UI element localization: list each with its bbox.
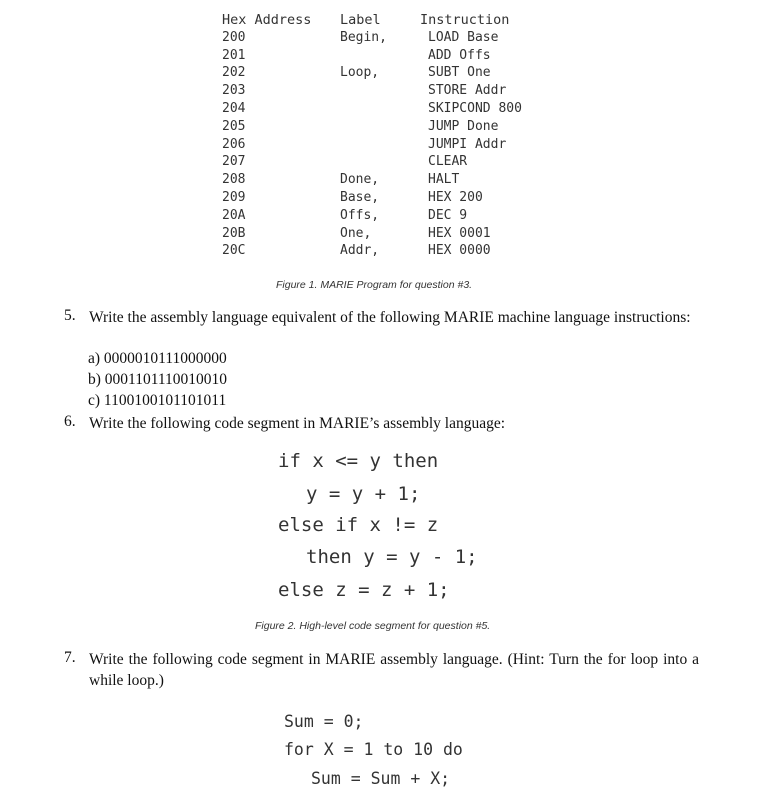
- cell-address: 20A: [222, 207, 246, 223]
- cell-label: Done,: [340, 172, 380, 188]
- table-row: [222, 83, 552, 101]
- cell-instruction: LOAD Base: [428, 29, 499, 45]
- cell-address: 203: [222, 83, 246, 99]
- question-5-text: Write the assembly language equivalent of the following MARIE machine language instructions:: [89, 309, 691, 326]
- table-row: [222, 154, 552, 172]
- table-row: [222, 137, 552, 155]
- table-row: [222, 65, 552, 83]
- code-line: y = y + 1;: [306, 483, 421, 505]
- table-row: [222, 172, 552, 190]
- cell-label: Begin,: [340, 29, 387, 45]
- cell-instruction: JUMP Done: [428, 118, 499, 134]
- code-line: Sum = 0;: [284, 712, 364, 731]
- question-6-text: Write the following code segment in MARIE’s assembly language:: [89, 415, 506, 432]
- cell-address: 208: [222, 172, 246, 188]
- cell-address: 200: [222, 29, 246, 45]
- cell-label: Base,: [340, 189, 380, 205]
- code-line: if x <= y then: [278, 450, 439, 472]
- marie-program-table: [222, 12, 552, 261]
- cell-label: Offs,: [340, 207, 380, 223]
- code-line: for X = 1 to 10 do: [284, 740, 463, 759]
- cell-label: One,: [340, 225, 372, 241]
- table-row: [222, 243, 552, 261]
- question-7-number: 7.: [64, 649, 76, 666]
- cell-instruction: STORE Addr: [428, 83, 507, 99]
- table-row: [222, 119, 552, 137]
- cell-address: 207: [222, 154, 246, 170]
- program-table-header: [222, 12, 552, 30]
- question-5-item-c: c) 1100100101101011: [88, 392, 227, 409]
- cell-instruction: SKIPCOND 800: [428, 100, 522, 116]
- cell-address: 206: [222, 136, 246, 152]
- figure-2-caption: Figure 2. High-level code segment for question #5.: [255, 620, 491, 632]
- table-row: [222, 190, 552, 208]
- table-row: [222, 226, 552, 244]
- table-row: [222, 48, 552, 66]
- cell-label: Addr,: [340, 243, 380, 259]
- cell-address: 202: [222, 65, 246, 81]
- code-line: else z = z + 1;: [278, 579, 450, 601]
- cell-label: Loop,: [340, 65, 380, 81]
- code-line: then y = y - 1;: [306, 546, 478, 568]
- cell-instruction: SUBT One: [428, 65, 491, 81]
- cell-address: 205: [222, 118, 246, 134]
- question-6-number: 6.: [64, 413, 76, 430]
- header-label: Label: [340, 12, 381, 28]
- table-row: [222, 30, 552, 48]
- table-row: [222, 101, 552, 119]
- question-5-item-b: b) 0001101110010010: [88, 371, 228, 388]
- code-line: Sum = Sum + X;: [311, 769, 451, 788]
- cell-instruction: HEX 0000: [428, 243, 491, 259]
- cell-address: 20B: [222, 225, 246, 241]
- cell-instruction: DEC 9: [428, 207, 468, 223]
- cell-instruction: ADD Offs: [428, 47, 491, 63]
- cell-address: 20C: [222, 243, 246, 259]
- cell-instruction: JUMPI Addr: [428, 136, 507, 152]
- code-line: else if x != z: [278, 514, 439, 536]
- header-instruction: Instruction: [420, 12, 510, 28]
- question-5-item-a: a) 0000010111000000: [88, 350, 227, 367]
- question-7-text: Write the following code segment in MARIE assembly language. (Hint: Turn the for loop into a while loop.): [89, 651, 699, 689]
- figure-1-caption: Figure 1. MARIE Program for question #3.: [276, 279, 473, 291]
- table-row: [222, 208, 552, 226]
- cell-instruction: CLEAR: [428, 154, 468, 170]
- cell-instruction: HALT: [428, 172, 460, 188]
- cell-address: 201: [222, 47, 246, 63]
- header-hex-address: Hex Address: [222, 12, 312, 28]
- cell-instruction: HEX 200: [428, 189, 483, 205]
- cell-instruction: HEX 0001: [428, 225, 491, 241]
- cell-address: 204: [222, 100, 246, 116]
- question-5-number: 5.: [64, 307, 76, 324]
- cell-address: 209: [222, 189, 246, 205]
